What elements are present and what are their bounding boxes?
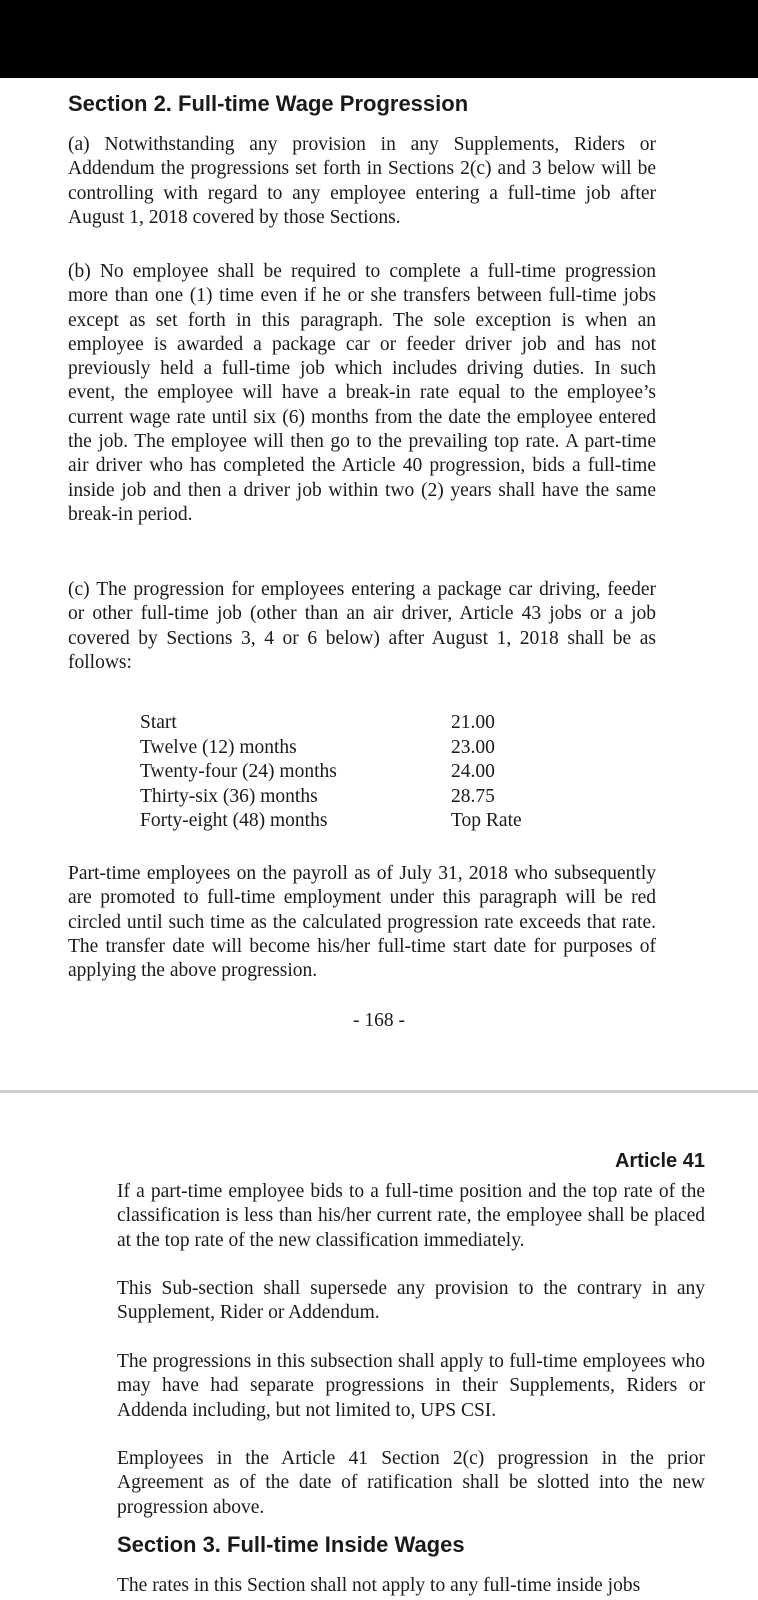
table-row [140, 760, 560, 785]
progression-rate: 23.00 [451, 736, 495, 758]
progression-step: Start [140, 712, 177, 733]
progression-rate: 28.75 [451, 785, 495, 807]
top-black-bar [0, 0, 758, 78]
progression-table [140, 711, 560, 834]
table-row [140, 809, 560, 834]
progression-step: Twelve (12) months [140, 736, 297, 758]
page-number: - 168 - [353, 1010, 405, 1031]
paragraph-3: The progressions in this subsection shall apply to full-time employees who may have had separate progressions in their Supplements, Riders or Addenda including, but not limited to, UPS CSI. [117, 1351, 705, 1421]
section-3-heading: Section 3. Full-time Inside Wages [117, 1532, 465, 1557]
paragraph-part-time: Part-time employees on the payroll as of July 31, 2018 who subsequently are promoted to full-time employment under this paragraph will be red circled until such time as the calculated progression rate exceeds that rate. The transfer date will become his/her full-time start date for purposes of applying the above progression. [68, 863, 656, 982]
progression-rate: 24.00 [451, 761, 495, 782]
paragraph-5: The rates in this Section shall not apply to any full-time inside jobs [117, 1575, 641, 1596]
table-row [140, 711, 560, 736]
progression-rate: 21.00 [451, 712, 495, 733]
table-row [140, 736, 560, 761]
table-row [140, 785, 560, 810]
section-2-heading: Section 2. Full-time Wage Progression [68, 91, 469, 116]
paragraph-a: (a) Notwithstanding any provision in any Supplements, Riders or Addendum the progressions set forth in Sections 2(c) and 3 below will be controlling with regard to any employee entering a full-time job after August 1, 2018 covered by those Sections. [68, 134, 656, 228]
paragraph-1: If a part-time employee bids to a full-time position and the top rate of the classification is less than his/her current rate, the employee shall be placed at the top rate of the new classification immediately. [117, 1181, 705, 1251]
paragraph-b: (b) No employee shall be required to complete a full-time progression more than one (1) time even if he or she transfers between full-time jobs except as set forth in this paragraph. The sole exception is when an employee is awarded a package car or feeder driver job and has not previously held a full-time job which includes driving duties. In such event, the employee will have a break-in rate equal to the employee’s current wage rate until six (6) months from the date the employee entered the job. The employee will then go to the prevailing top rate. A part-time air driver who has completed the Article 40 progression, bids a full-time inside job and then a driver job within two (2) years shall have the same break-in period. [68, 261, 656, 525]
page-divider [0, 1090, 758, 1093]
progression-step: Twenty-four (24) months [140, 761, 337, 782]
paragraph-2: This Sub-section shall supersede any provision to the contrary in any Supplement, Rider or Addendum. [117, 1278, 705, 1324]
progression-step: Thirty-six (36) months [140, 785, 318, 807]
progression-step: Forty-eight (48) months [140, 810, 328, 831]
article-41-running-head: Article 41 [614, 1150, 705, 1172]
paragraph-4: Employees in the Article 41 Section 2(c) progression in the prior Agreement as of the date of ratification shall be slotted into the new progression above. [117, 1448, 705, 1518]
progression-rate: Top Rate [451, 810, 522, 831]
paragraph-c: (c) The progression for employees entering a package car driving, feeder or other full-time job (other than an air driver, Article 43 jobs or a job covered by Sections 3, 4 or 6 below) after August 1, 2018 shall be as follows: [68, 579, 656, 673]
